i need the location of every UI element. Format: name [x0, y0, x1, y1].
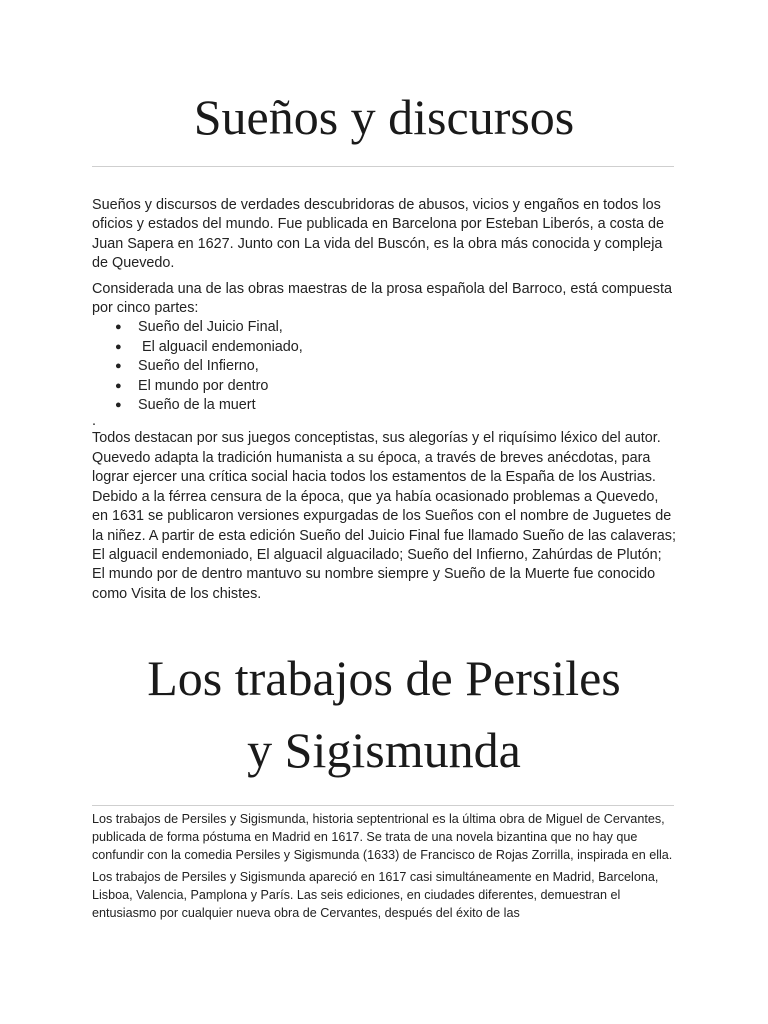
- section-title-suenos: Sueños y discursos: [193, 89, 575, 145]
- section-title-line: y Sigismunda: [247, 722, 521, 778]
- bullet-icon: ●: [115, 379, 122, 392]
- paragraph: Todos destacan por sus juegos conceptistas, sus alegorías y el riquísimo léxico del autor. Quevedo adapta la tradición humanista a su época, a través de breves anécdotas, para lograr ejercer una crítica social hacia todos los estamentos de la España de los Austrias.: [92, 430, 661, 486]
- bullet-icon: ●: [115, 321, 122, 334]
- paragraph: Debido a la férrea censura de la época, que ya había ocasionado problemas a Quevedo, en 1631 se publicaron versiones expurgadas de los Sueños con el nombre de Juguetes de la niñez. A partir de esta edición Sueño del Juicio Final fue llamado Sueño de las calaveras; El alguacil endemoniado, El alguacil alguacilado; Sueño del Infierno, Zahúrdas de Plutón; El mundo por de dentro mantuvo su nombre siempre y Sueño de la Muerte fue conocido como Visita de los chistes.: [92, 488, 676, 602]
- list-item: [92, 377, 676, 396]
- bullet-icon: ●: [115, 340, 122, 353]
- horizontal-divider: [92, 166, 674, 167]
- list-item-text: Sueño del Juicio Final,: [138, 319, 283, 336]
- list-item-text: Sueño del Infierno,: [138, 358, 259, 375]
- section-title-persiles: [92, 642, 676, 786]
- list-item-text: Sueño de la muert: [138, 397, 256, 414]
- paragraph: Sueños y discursos de verdades descubridoras de abusos, vicios y engaños en todos los oficios y estados del mundo. Fue publicada en Barcelona por Esteban Liberós, a costa de Juan Sapera en 1627. Junto con La vida del Buscón, es la obra más conocida y compleja de Quevedo.: [92, 197, 664, 272]
- parts-list: [92, 318, 676, 415]
- stray-period: .: [92, 413, 96, 430]
- bullet-icon: ●: [115, 360, 122, 373]
- paragraph: Considerada una de las obras maestras de la prosa española del Barroco, está compuesta por cinco partes:: [92, 280, 672, 317]
- list-item-text: El mundo por dentro: [138, 377, 269, 394]
- section-body-suenos: [92, 196, 676, 604]
- list-item-text: El alguacil endemoniado,: [138, 338, 303, 355]
- list-item: [92, 396, 676, 415]
- paragraph: Los trabajos de Persiles y Sigismunda, historia septentrional es la última obra de Miguel de Cervantes, publicada de forma póstuma en Madrid en 1617. Se trata de una novela bizantina que no hay que confundir con la comedia Persiles y Sigismunda (1633) de Francisco de Rojas Zorrilla, inspirada en ella.: [92, 812, 673, 862]
- bullet-icon: ●: [115, 399, 122, 412]
- horizontal-divider: [92, 805, 674, 806]
- section-body-persiles: [92, 810, 676, 922]
- section-title-line: Los trabajos de Persiles: [147, 650, 621, 706]
- paragraph: Los trabajos de Persiles y Sigismunda apareció en 1617 casi simultáneamente en Madrid, Barcelona, Lisboa, Valencia, Pamplona y París. Las seis ediciones, en ciudades diferentes, demuestran el entusiasmo por cualquier nueva obra de Cervantes, después del éxito de las: [92, 870, 659, 920]
- list-item: [92, 357, 676, 376]
- list-item: [92, 338, 676, 357]
- list-item: [92, 318, 676, 337]
